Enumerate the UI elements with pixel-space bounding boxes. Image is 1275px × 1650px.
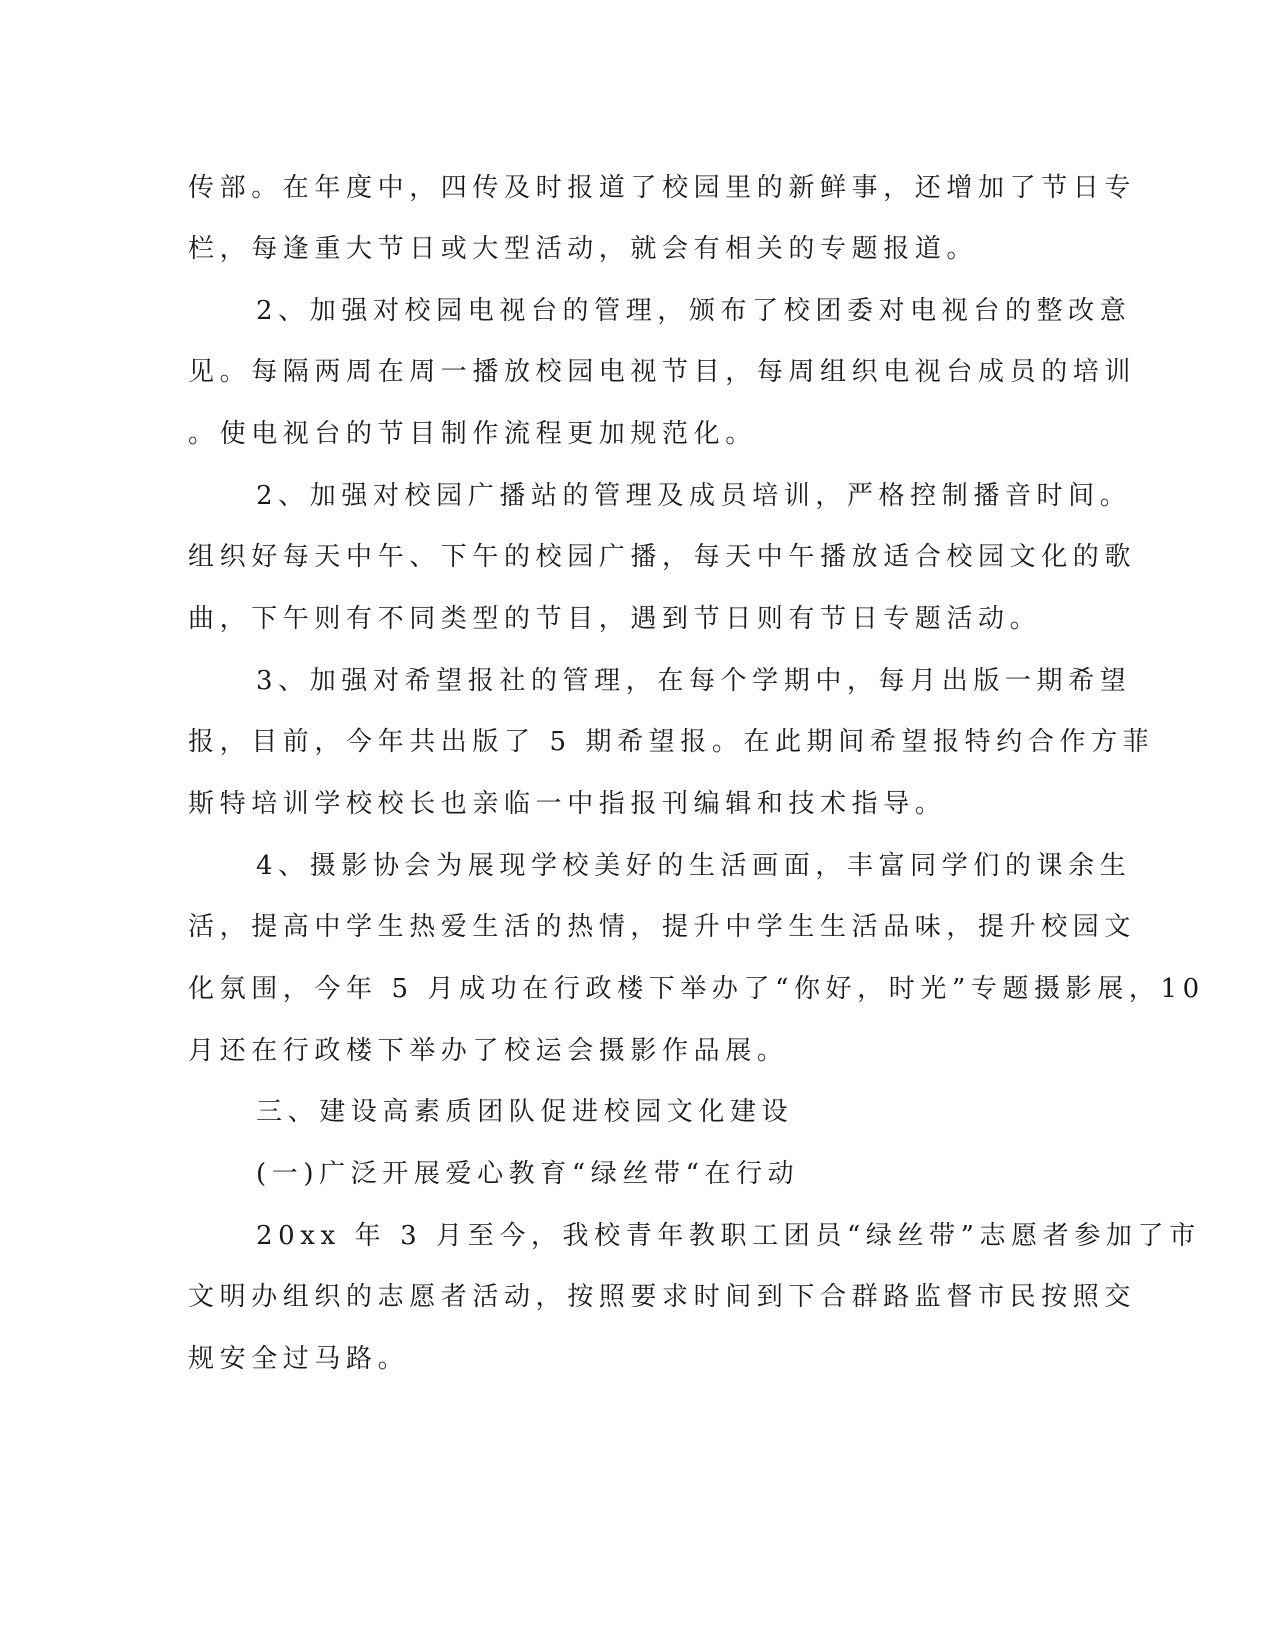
subsection-heading: (一)广泛开展爱心教育“绿丝带“在行动 xyxy=(256,1159,800,1189)
text-line: 3、加强对希望报社的管理，在每个学期中，每月出版一期希望 xyxy=(256,666,1132,696)
text-line: 传部。在年度中，四传及时报道了校园里的新鲜事，还增加了节日专 xyxy=(188,173,1137,203)
text-line: 月还在行政楼下举办了校运会摄影作品展。 xyxy=(188,1036,789,1066)
text-line: 栏，每逢重大节日或大型活动，就会有相关的专题报道。 xyxy=(188,234,979,264)
text-line: 报，目前，今年共出版了 5 期希望报。在此期间希望报特约合作方菲 xyxy=(188,727,1155,757)
text-line: 活，提高中学生热爱生活的热情，提升中学生生活品味，提升校园文 xyxy=(188,912,1137,942)
text-line: 2、加强对校园广播站的管理及成员培训，严格控制播音时间。 xyxy=(256,481,1132,511)
text-line: 组织好每天中午、下午的校园广播，每天中午播放适合校园文化的歌 xyxy=(188,542,1137,572)
text-line: 见。每隔两周在周一播放校园电视节目，每周组织电视台成员的培训 xyxy=(188,357,1137,387)
text-line: 化氛围，今年 5 月成功在行政楼下举办了“你好，时光”专题摄影展，10 xyxy=(188,974,1205,1004)
text-line: 。使电视台的节目制作流程更加规范化。 xyxy=(188,419,757,449)
text-line: 斯特培训学校校长也亲临一中指报刊编辑和技术指导。 xyxy=(188,789,947,819)
text-line: 规安全过马路。 xyxy=(188,1344,410,1374)
text-line: 曲，下午则有不同类型的节目，遇到节日则有节日专题活动。 xyxy=(188,604,1042,634)
section-heading: 三、建设高素质团队促进校园文化建设 xyxy=(256,1097,794,1127)
text-line: 文明办组织的志愿者活动，按照要求时间到下合群路监督市民按照交 xyxy=(188,1282,1137,1312)
text-line: 20xx 年 3 月至今，我校青年教职工团员“绿丝带”志愿者参加了市 xyxy=(256,1221,1201,1251)
text-line: 4、摄影协会为展现学校美好的生活画面，丰富同学们的课余生 xyxy=(256,851,1132,881)
text-line: 2、加强对校园电视台的管理，颁布了校团委对电视台的整改意 xyxy=(256,296,1132,326)
